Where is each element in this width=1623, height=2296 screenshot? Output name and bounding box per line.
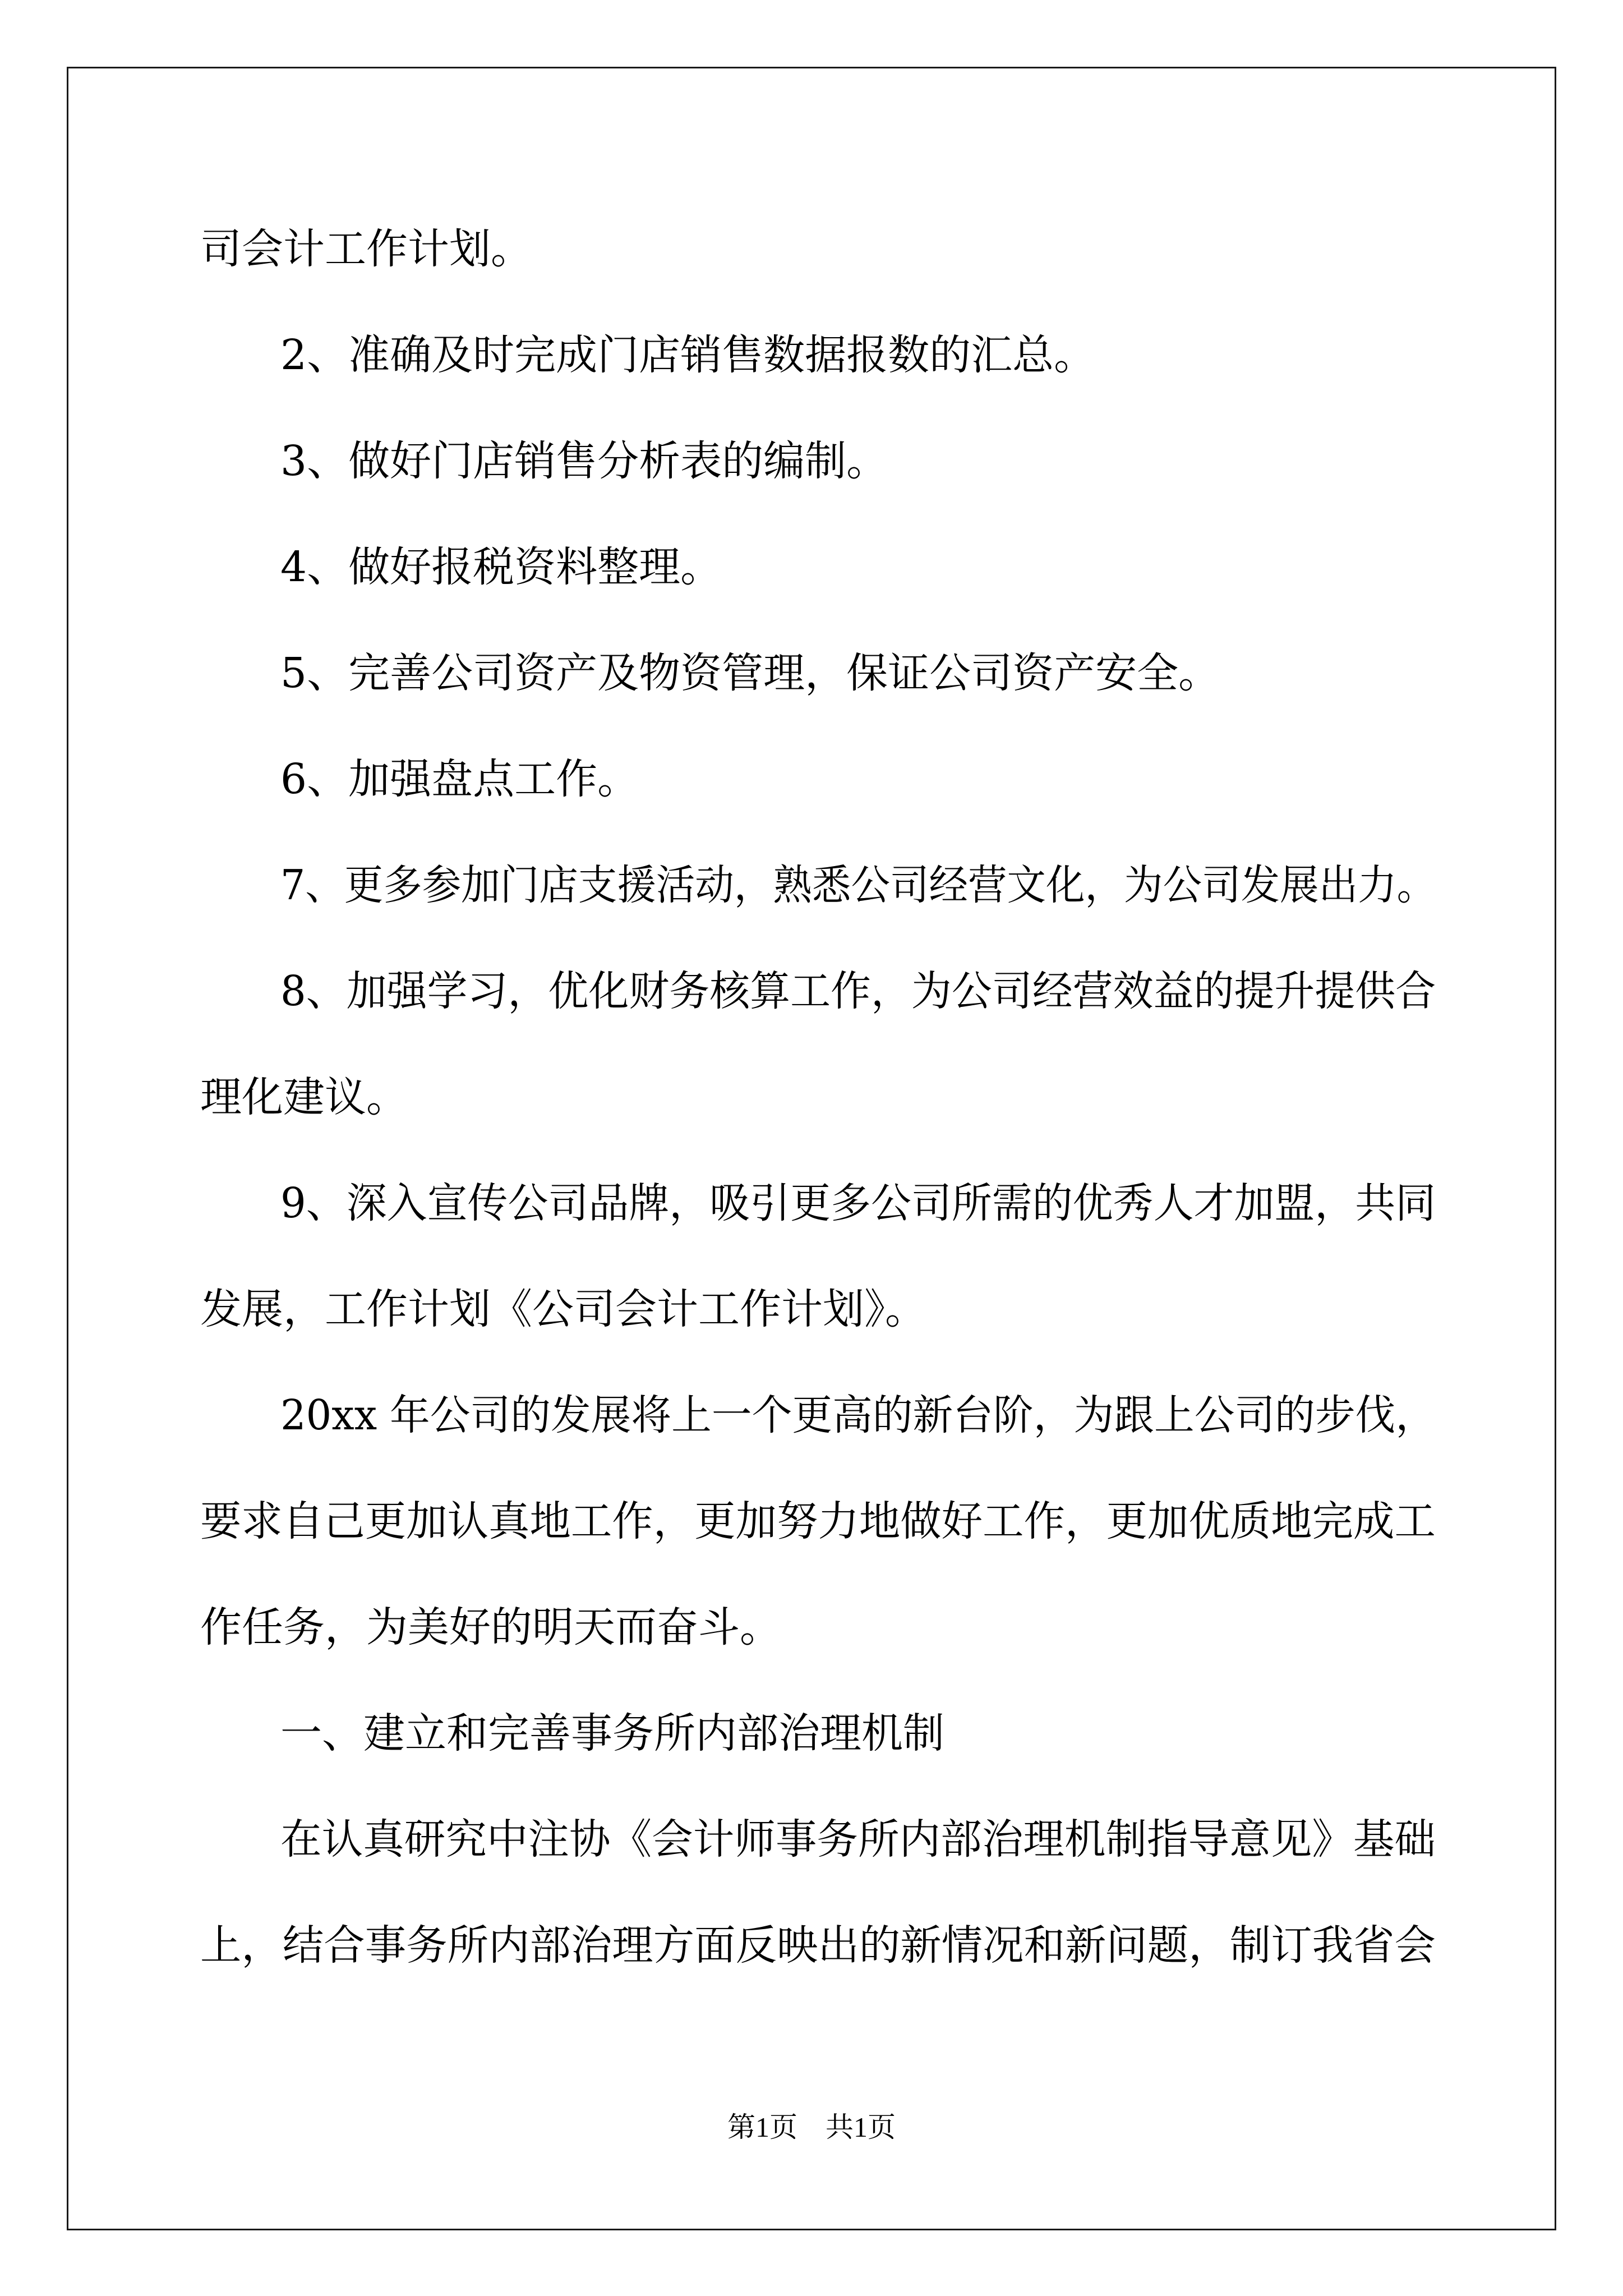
text-line: 作任务，为美好的明天而奋斗。 (200, 1603, 781, 1651)
section-heading: 一、建立和完善事务所内部治理机制 (280, 1709, 944, 1757)
text-line: 8、加强学习，优化财务核算工作，为公司经营效益的提升提供合 (280, 967, 1436, 1015)
text-line: 发展，工作计划《公司会计工作计划》。 (200, 1285, 926, 1333)
text-line: 上，结合事务所内部治理方面反映出的新情况和新问题，制订我省会 (200, 1921, 1436, 1970)
page-total: 共1页 (826, 2111, 896, 2143)
text-line: 7、更多参加门店支援活动，熟悉公司经营文化，为公司发展出力。 (280, 861, 1436, 909)
text-line: 3、做好门店销售分析表的编制。 (280, 437, 888, 485)
text-line: 6、加强盘点工作。 (280, 755, 639, 803)
text-line: 9、深入宣传公司品牌，吸引更多公司所需的优秀人才加盟，共同 (280, 1179, 1436, 1227)
text-line: 20xx 年公司的发展将上一个更高的新台阶，为跟上公司的步伐， (280, 1391, 1436, 1439)
page-number: 第1页 (727, 2111, 797, 2143)
text-line: 要求自己更加认真地工作，更加努力地做好工作，更加优质地完成工 (200, 1497, 1436, 1545)
page-footer (0, 2105, 1623, 2145)
text-line: 司会计工作计划。 (200, 225, 532, 273)
text-line: 理化建议。 (200, 1073, 408, 1121)
text-line: 在认真研究中注协《会计师事务所内部治理机制指导意见》基础 (280, 1815, 1436, 1864)
text-line: 4、做好报税资料整理。 (280, 543, 722, 591)
text-line: 2、准确及时完成门店销售数据报数的汇总。 (280, 331, 1096, 379)
text-line: 5、完善公司资产及物资管理，保证公司资产安全。 (280, 649, 1220, 697)
